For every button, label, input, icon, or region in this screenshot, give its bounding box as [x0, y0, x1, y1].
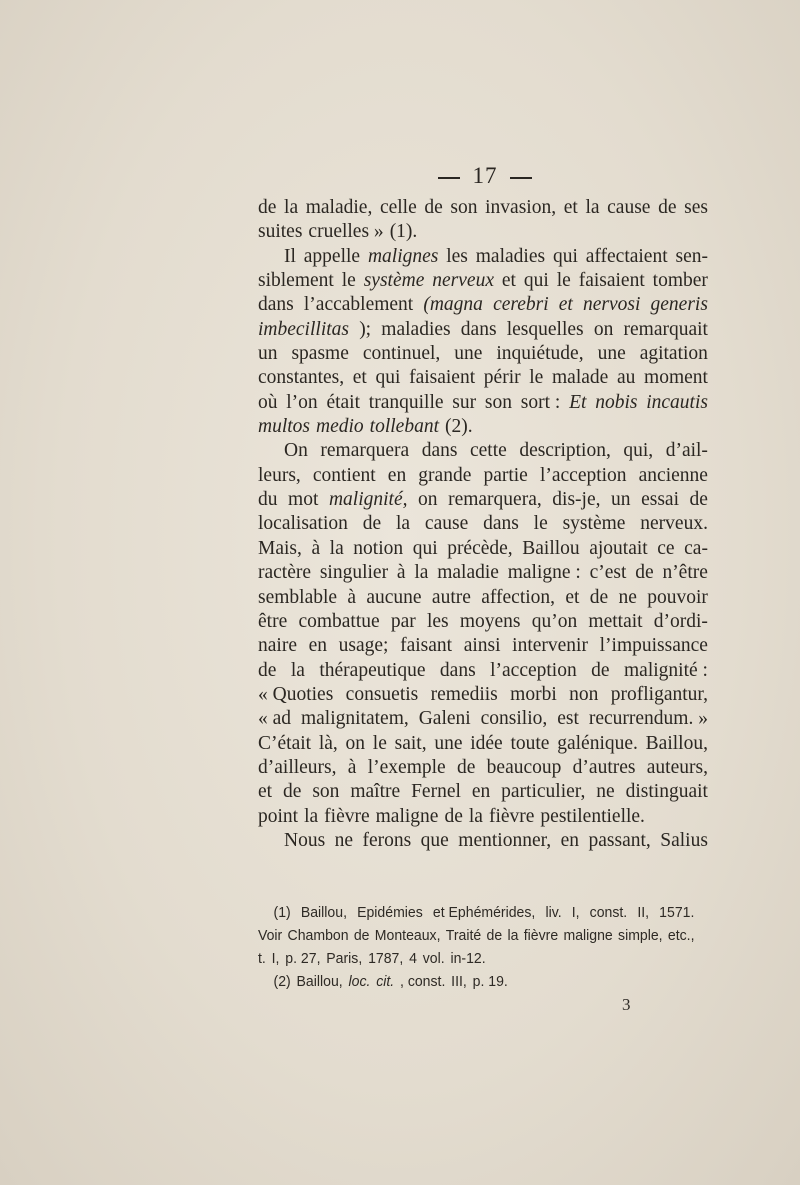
- body-text-word: usage;: [338, 635, 389, 657]
- body-text-word: le: [529, 367, 544, 389]
- body-text-word: l’impuissance: [599, 635, 708, 657]
- body-text-word: moment: [644, 367, 708, 389]
- body-text-word: remarquera,: [448, 489, 542, 511]
- body-text-line: [258, 220, 708, 244]
- footnote-word: , const.: [400, 974, 446, 990]
- body-text-word: consilio,: [480, 708, 548, 730]
- body-text-line: [258, 561, 708, 585]
- body-text-word: constantes,: [258, 367, 345, 389]
- body-text-word: ses: [684, 197, 708, 218]
- body-text-word: maligne :: [507, 562, 581, 584]
- body-text-word: d’ail-: [665, 440, 708, 462]
- body-text-word: naire: [258, 635, 297, 657]
- body-text-word: ainsi: [463, 635, 501, 657]
- body-text-word: son: [312, 781, 340, 803]
- body-text-word: on: [593, 318, 614, 340]
- body-text-word: le: [372, 732, 387, 754]
- body-text-word: appelle: [303, 245, 361, 267]
- body-text-word: semblable: [258, 586, 338, 608]
- body-text-word: précède,: [447, 537, 513, 559]
- body-text-word: spasme: [291, 343, 349, 365]
- body-text-word: Salius: [660, 829, 708, 851]
- body-text-word: Baillou,: [645, 732, 708, 754]
- footnote-line: [258, 971, 695, 994]
- footnote-word: maligne: [563, 928, 613, 944]
- body-text-word: pestilentielle.: [540, 805, 645, 827]
- body-text-word: de: [658, 197, 677, 218]
- body-text-word: multos: [258, 416, 311, 438]
- body-text-word: dans: [258, 294, 294, 316]
- body-text-word: l’accablement: [303, 294, 414, 316]
- body-text-line: [258, 683, 708, 707]
- body-text-word: passant,: [588, 829, 651, 851]
- body-text-line: [258, 732, 708, 756]
- body-text-line: [258, 391, 708, 415]
- footnote-word: Voir: [258, 928, 283, 944]
- body-text-word: cerebri: [493, 294, 549, 316]
- footnote-word: Traité: [445, 928, 482, 944]
- footnote-word: loc.: [348, 974, 371, 990]
- body-text-line: [258, 245, 708, 269]
- footnote-word: de: [486, 928, 503, 944]
- body-text-word: l’exemple: [367, 756, 446, 778]
- footnote-word: la: [507, 928, 519, 944]
- body-text-word: suites: [258, 221, 303, 243]
- body-text-word: une: [454, 343, 483, 365]
- body-text-word: generis: [650, 294, 708, 316]
- body-text-word: sait,: [394, 732, 427, 754]
- body-text-word: « ad: [258, 708, 292, 730]
- body-text-word: grande: [418, 464, 472, 486]
- body-text-word: le: [533, 513, 548, 535]
- body-text-word: de: [424, 197, 443, 218]
- body-text-word: la: [468, 805, 483, 827]
- body-text-word: être: [258, 610, 288, 632]
- body-text-word: qui: [523, 270, 549, 292]
- footnote-word: de: [353, 928, 370, 944]
- body-text-word: notion: [353, 537, 404, 559]
- footnote-line: [258, 948, 695, 971]
- body-text-word: d’ailleurs,: [258, 756, 337, 778]
- body-text-word: la: [329, 537, 344, 559]
- body-text-word: tollebant: [369, 416, 439, 438]
- body-text-word: lesquelles: [506, 318, 584, 340]
- body-text-word: tranquille: [368, 391, 444, 413]
- body-text-word: maladie: [437, 562, 499, 584]
- body-text-word: Baillou: [522, 537, 580, 559]
- footnote-word: 1787,: [368, 951, 404, 967]
- body-text-word: l’on: [286, 391, 318, 413]
- body-text-line: [258, 537, 708, 561]
- body-text-line: [258, 780, 708, 804]
- body-text-word: et: [565, 586, 580, 608]
- body-text-line: [258, 756, 708, 780]
- body-text-word: ne: [596, 781, 615, 803]
- body-text-word: moyens: [459, 610, 521, 632]
- body-text-word: nerveux: [432, 270, 494, 292]
- body-text-word: qui: [412, 537, 438, 559]
- body-text-word: système: [363, 270, 425, 292]
- body-text-word: sort :: [520, 391, 561, 413]
- body-text-line: [258, 269, 708, 293]
- footnote-word: fièvre: [523, 928, 559, 944]
- footnote-word: t.: [258, 951, 266, 967]
- footnote-word: p. 19.: [472, 974, 508, 990]
- body-text-word: galénique.: [557, 732, 638, 754]
- body-text-word: et: [501, 270, 516, 292]
- body-text-line: [258, 829, 708, 853]
- body-text-word: en: [308, 635, 328, 657]
- body-text-line: [258, 707, 708, 731]
- body-text-word: malade: [552, 367, 609, 389]
- body-text-word: auteurs,: [646, 756, 708, 778]
- body-text-line: [258, 318, 708, 342]
- body-text-word: la: [304, 805, 319, 827]
- body-text-word: Et: [569, 391, 587, 413]
- footnote-word: in-12.: [450, 951, 486, 967]
- body-text-word: ca-: [684, 537, 708, 559]
- body-text-word: par: [390, 610, 416, 632]
- body-text-word: le: [341, 270, 356, 292]
- body-text-word: continuel,: [362, 343, 441, 365]
- body-text-word: description,: [519, 440, 611, 462]
- body-text-word: idée: [470, 732, 503, 754]
- body-text-word: au: [616, 367, 636, 389]
- body-text-word: thérapeutique: [319, 659, 426, 681]
- body-text-word: de: [258, 197, 277, 218]
- body-text-word: un: [611, 489, 631, 511]
- footnote-word: 4: [409, 951, 417, 967]
- footnote-word: Monteaux,: [374, 928, 441, 944]
- body-text-word: dans: [439, 659, 476, 681]
- body-text-word: du: [258, 489, 278, 511]
- body-text-word: le: [556, 270, 571, 292]
- folio-dash-left: [438, 177, 460, 179]
- folio-dash-right: [510, 177, 532, 179]
- footnote-word: liv.: [545, 905, 562, 921]
- body-text-word: de: [589, 586, 609, 608]
- body-text-word: cause: [607, 197, 651, 218]
- body-text-word: Fernel: [411, 781, 461, 803]
- body-text-word: );: [359, 318, 372, 340]
- body-text-word: de: [362, 513, 382, 535]
- body-text-word: siblement: [258, 270, 334, 292]
- body-text-word: d’ordi-: [653, 610, 708, 632]
- body-text-word: profligantur,: [610, 683, 708, 705]
- body-text-line: [258, 586, 708, 610]
- footnote-line: [258, 925, 695, 948]
- body-text-word: malignitatem,: [300, 708, 409, 730]
- body-text-line: [258, 805, 708, 829]
- body-text-word: sen-: [675, 245, 708, 267]
- body-text-word: ce: [657, 537, 675, 559]
- body-text-word: intervenir: [512, 635, 588, 657]
- body-text-word: dans: [483, 513, 519, 535]
- body-text-word: l’acception: [539, 464, 627, 486]
- body-text-word: ne: [618, 586, 637, 608]
- body-text-word: ne: [334, 829, 354, 851]
- body-text-word: inquiétude,: [496, 343, 584, 365]
- body-text-line: [258, 512, 708, 536]
- body-text-word: faisaient: [578, 270, 645, 292]
- footnote-word: Paris,: [326, 951, 363, 967]
- body-text-word: c’est: [589, 562, 627, 584]
- body-text-word: son: [484, 391, 512, 413]
- body-text-word: son: [450, 197, 478, 218]
- body-text-word: sur: [452, 391, 477, 413]
- body-text-word: la: [284, 197, 299, 218]
- footnote-word: I,: [571, 905, 580, 921]
- body-text-word: de: [591, 659, 610, 681]
- body-text-word: partie: [483, 464, 528, 486]
- footnote-word: simple,: [618, 928, 663, 944]
- body-text-word: On: [284, 440, 308, 462]
- footnote-word: const.: [589, 905, 628, 921]
- body-text-word: « Quoties: [258, 683, 334, 705]
- body-text-word: mot: [288, 489, 319, 511]
- page-number-value: 17: [472, 163, 498, 188]
- body-text-word: distinguait: [625, 781, 708, 803]
- body-text-word: maladie,: [305, 197, 373, 218]
- body-text-line: [258, 659, 708, 683]
- body-text-word: à: [347, 586, 357, 608]
- body-text-word: et: [258, 781, 273, 803]
- body-text-word: périr: [483, 367, 521, 389]
- body-text-word: la: [396, 513, 411, 535]
- footnote-word: Baillou,: [296, 974, 343, 990]
- footnote-word: etc.,: [667, 928, 695, 944]
- body-text-word: cause: [424, 513, 469, 535]
- body-text-word: combattue: [298, 610, 380, 632]
- body-text-word: celle: [379, 197, 417, 218]
- body-text-word: ancienne: [638, 464, 708, 486]
- body-text-word: mettait: [588, 610, 643, 632]
- body-text-word: aucune: [366, 586, 422, 608]
- footnote-word: Baillou,: [300, 905, 347, 921]
- body-text-word: dis-je,: [552, 489, 601, 511]
- body-text-word: Galeni: [418, 708, 471, 730]
- body-text-word: en: [560, 829, 580, 851]
- footnote-line: [258, 902, 695, 925]
- main-text-block: [258, 196, 708, 853]
- body-text-word: (magna: [423, 294, 483, 316]
- body-text-word: et: [563, 197, 578, 218]
- body-text-word: on: [418, 489, 438, 511]
- body-text-word: maladies: [381, 318, 451, 340]
- body-text-word: et: [352, 367, 367, 389]
- body-text-word: fièvre: [488, 805, 535, 827]
- body-text-word: maladies: [475, 245, 546, 267]
- body-text-word: recurrendum. »: [588, 708, 708, 730]
- body-text-word: Il: [284, 245, 296, 267]
- body-text-word: système: [562, 513, 626, 535]
- body-text-word: non: [569, 683, 599, 705]
- body-text-word: dans: [421, 440, 458, 462]
- body-text-word: ractère: [258, 562, 312, 584]
- body-text-word: nervosi: [582, 294, 641, 316]
- body-text-word: remarquera: [320, 440, 410, 462]
- body-text-word: en: [471, 781, 491, 803]
- body-text-word: qu’on: [531, 610, 578, 632]
- body-text-word: (2).: [445, 416, 473, 438]
- body-text-word: malignité,: [328, 489, 408, 511]
- body-text-word: de: [635, 562, 654, 584]
- body-text-word: fièvre: [324, 805, 370, 827]
- body-text-word: là,: [318, 732, 338, 754]
- body-text-word: on: [345, 732, 366, 754]
- body-text-word: leurs,: [258, 464, 301, 486]
- body-text-word: autre: [431, 586, 471, 608]
- body-text-line: [258, 610, 708, 634]
- body-text-word: morbi: [510, 683, 557, 705]
- body-text-line: [258, 366, 708, 390]
- body-text-word: en: [387, 464, 407, 486]
- body-text-word: une: [597, 343, 626, 365]
- body-text-word: faisaient: [409, 367, 476, 389]
- footnote-word: Epidémies: [357, 905, 423, 921]
- body-text-word: maligne: [375, 805, 439, 827]
- body-text-word: la: [585, 197, 600, 218]
- body-text-word: (1).: [389, 221, 418, 243]
- body-text-line: [258, 488, 708, 512]
- body-text-word: qui: [375, 367, 401, 389]
- body-text-word: la: [414, 562, 429, 584]
- footnote-word: p. 27,: [285, 951, 321, 967]
- body-text-word: un: [258, 343, 278, 365]
- body-text-word: incautis: [646, 391, 708, 413]
- footnote-word: (2): [273, 974, 291, 990]
- body-text-word: où: [258, 391, 278, 413]
- body-text-word: malignes: [367, 245, 439, 267]
- body-text-word: malignité :: [624, 659, 708, 681]
- footnote-word: I,: [271, 951, 280, 967]
- footnote-word: et Ephémérides,: [432, 905, 536, 921]
- body-text-word: l’acception: [490, 659, 577, 681]
- body-text-word: que: [420, 829, 449, 851]
- body-text-word: mentionner,: [458, 829, 552, 851]
- body-text-word: à: [347, 756, 357, 778]
- body-text-word: est: [557, 708, 579, 730]
- body-text-word: de: [258, 659, 277, 681]
- footnote-word: vol.: [422, 951, 445, 967]
- body-text-word: de: [456, 756, 476, 778]
- body-text-word: agitation: [639, 343, 708, 365]
- body-text-word: ferons: [362, 829, 412, 851]
- body-text-line: [258, 634, 708, 658]
- body-text-word: cruelles »: [308, 221, 384, 243]
- body-text-word: invasion,: [485, 197, 557, 218]
- body-text-word: localisation: [258, 513, 348, 535]
- body-text-word: affection,: [481, 586, 556, 608]
- body-text-word: les: [446, 245, 468, 267]
- body-text-word: contient: [312, 464, 376, 486]
- body-text-word: les: [426, 610, 449, 632]
- body-text-word: Nous: [284, 829, 326, 851]
- body-text-word: de: [689, 489, 708, 511]
- body-text-word: point: [258, 805, 299, 827]
- body-text-word: ajoutait: [589, 537, 648, 559]
- body-text-word: toute: [510, 732, 550, 754]
- body-text-line: [258, 293, 708, 317]
- body-text-word: une: [434, 732, 463, 754]
- body-text-word: d’autres: [572, 756, 636, 778]
- footnote-word: (1): [273, 905, 291, 921]
- footnotes-block: [258, 902, 695, 994]
- body-text-word: et: [558, 294, 573, 316]
- body-text-word: était: [326, 391, 361, 413]
- body-text-word: à: [396, 562, 406, 584]
- body-text-word: imbecillitas: [258, 318, 349, 340]
- footnote-word: Chambon: [287, 928, 349, 944]
- body-text-line: [258, 342, 708, 366]
- body-text-word: beaucoup: [486, 756, 562, 778]
- footnote-word: cit.: [376, 974, 395, 990]
- body-text-word: tomber: [652, 270, 708, 292]
- body-text-word: consuetis: [345, 683, 419, 705]
- body-text-word: qui,: [623, 440, 654, 462]
- body-text-word: pouvoir: [647, 586, 708, 608]
- body-text-word: de: [283, 781, 302, 803]
- body-text-word: maître: [350, 781, 401, 803]
- body-text-word: C’était: [258, 732, 312, 754]
- body-text-word: faisant: [400, 635, 453, 657]
- body-text-line: [258, 196, 708, 220]
- body-text-word: Mais,: [258, 537, 302, 559]
- body-text-word: dans: [460, 318, 497, 340]
- body-text-word: n’être: [662, 562, 708, 584]
- footnote-word: II,: [637, 905, 650, 921]
- body-text-word: nerveux.: [640, 513, 708, 535]
- body-text-word: à: [311, 537, 321, 559]
- body-text-word: singulier: [319, 562, 389, 584]
- body-text-word: la: [290, 659, 305, 681]
- body-text-word: medio: [316, 416, 364, 438]
- body-text-word: particulier,: [501, 781, 586, 803]
- body-text-word: essai: [641, 489, 679, 511]
- footnote-word: 1571.: [659, 905, 695, 921]
- page-number: [0, 163, 800, 189]
- body-text-line: [258, 439, 708, 463]
- body-text-word: nobis: [595, 391, 638, 413]
- body-text-word: cette: [469, 440, 507, 462]
- body-text-line: [258, 464, 708, 488]
- signature-mark: 3: [622, 995, 631, 1014]
- body-text-word: de: [444, 805, 463, 827]
- body-text-line: [258, 415, 708, 439]
- body-text-word: remediis: [430, 683, 498, 705]
- footnote-word: III,: [451, 974, 467, 990]
- body-text-word: qui: [552, 245, 578, 267]
- body-text-word: affectaient: [585, 245, 668, 267]
- body-text-word: remarquait: [623, 318, 708, 340]
